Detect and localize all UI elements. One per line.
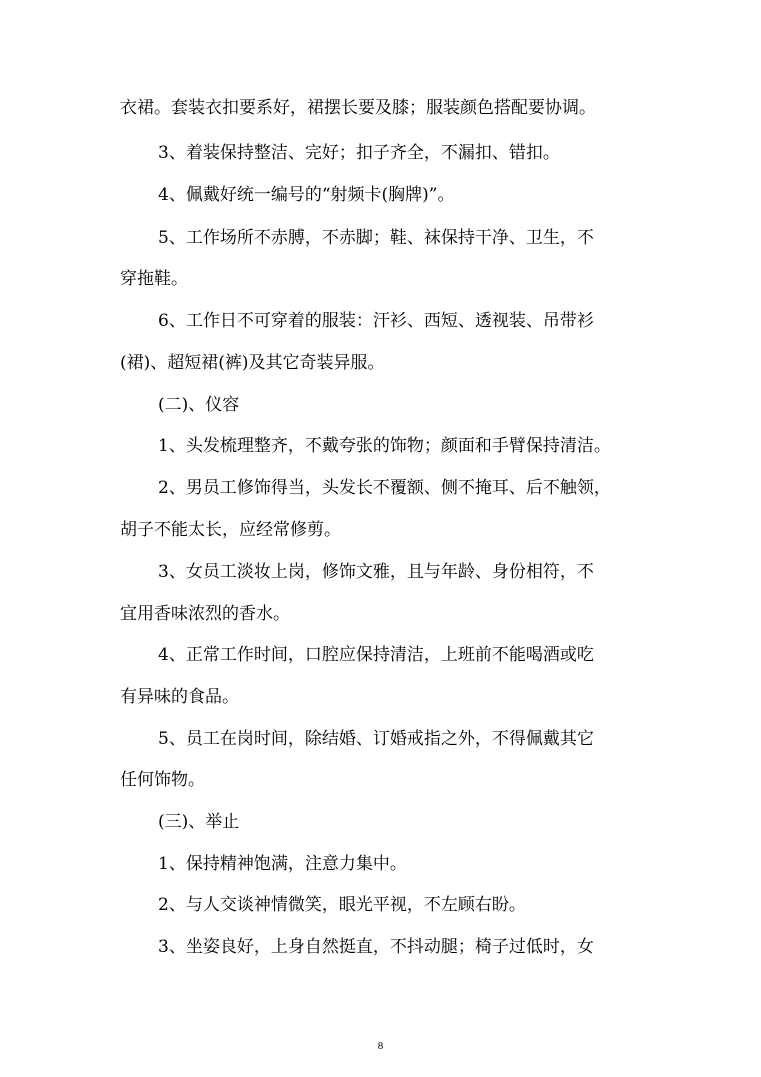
- text-line-behavior-3: 3、坐姿良好，上身自然挺直，不抖动腿；椅子过低时，女: [158, 937, 594, 957]
- text-line-item-6: 6、工作日不可穿着的服装：汗衫、西短、透视装、吊带衫: [158, 311, 594, 331]
- section-heading-behavior: (三)、举止: [158, 812, 240, 832]
- text-line-item-5-cont: 穿拖鞋。: [120, 269, 188, 289]
- text-line-appearance-3-cont: 宜用香味浓烈的香水。: [120, 604, 290, 624]
- text-line-behavior-2: 2、与人交谈神情微笑，眼光平视，不左顾右盼。: [158, 895, 526, 915]
- text-line-item-5: 5、工作场所不赤膊，不赤脚；鞋、袜保持干净、卫生，不: [158, 228, 594, 248]
- section-heading-appearance: (二)、仪容: [158, 395, 240, 415]
- text-line-item-4: 4、佩戴好统一编号的“射频卡(胸牌)”。: [158, 185, 455, 205]
- text-line-appearance-3: 3、女员工淡妆上岗，修饰文雅，且与年龄、身份相符，不: [158, 562, 594, 582]
- text-line-appearance-5-cont: 任何饰物。: [120, 770, 205, 790]
- page-number: 8: [377, 1040, 384, 1052]
- text-line-appearance-4: 4、正常工作时间，口腔应保持清洁，上班前不能喝酒或吃: [158, 645, 594, 665]
- text-line-appearance-4-cont: 有异味的食品。: [120, 687, 239, 707]
- text-line-behavior-1: 1、保持精神饱满，注意力集中。: [158, 854, 407, 874]
- text-line-appearance-1: 1、头发梳理整齐，不戴夸张的饰物；颜面和手臂保持清洁。: [158, 436, 611, 456]
- text-line-appearance-5: 5、员工在岗时间，除结婚、订婚戒指之外，不得佩戴其它: [158, 729, 594, 749]
- text-line-continuation: 衣裙。套装衣扣要系好，裙摆长要及膝；服装颜色搭配要协调。: [120, 98, 596, 118]
- text-line-appearance-2-cont: 胡子不能太长，应经常修剪。: [120, 520, 341, 540]
- text-line-item-3: 3、着装保持整洁、完好；扣子齐全，不漏扣、错扣。: [158, 143, 560, 163]
- text-line-item-6-cont: (裙)、超短裙(裤)及其它奇装异服。: [120, 353, 385, 373]
- text-line-appearance-2: 2、男员工修饰得当，头发长不覆额、侧不掩耳、后不触领，: [158, 478, 611, 498]
